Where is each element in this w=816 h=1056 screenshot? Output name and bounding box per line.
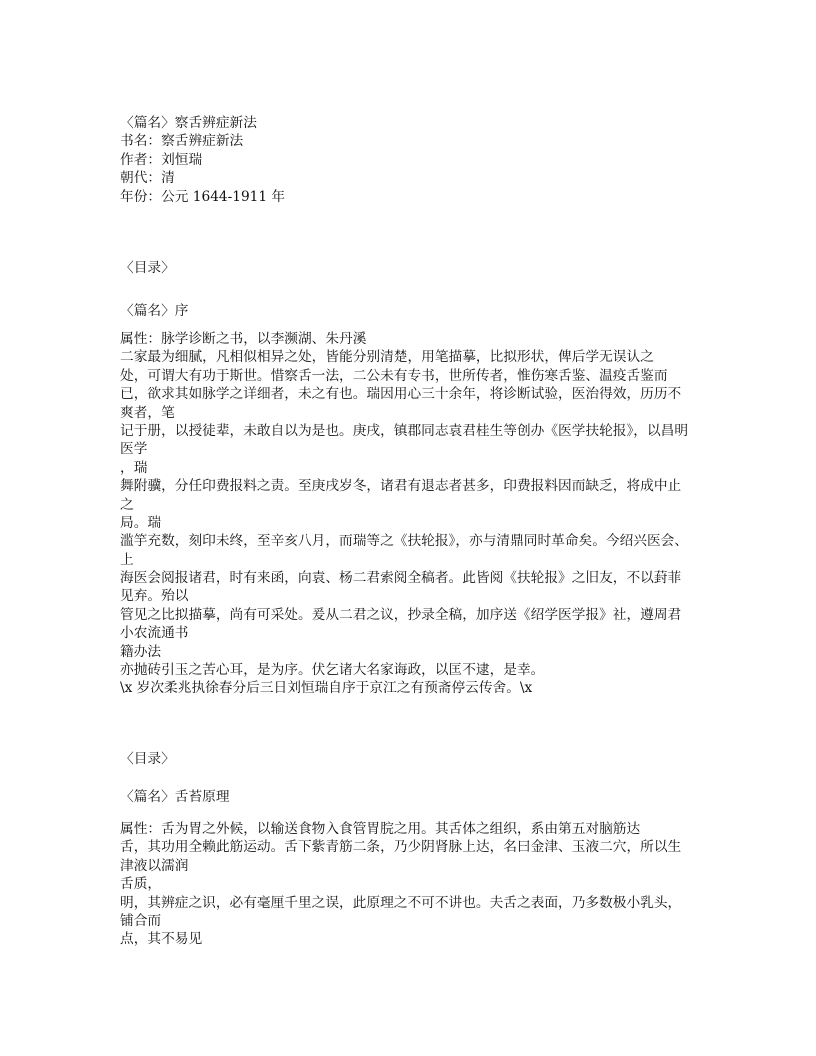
text-line: 作者：刘恒瑞 — [120, 151, 203, 168]
text-line: 属性：舌为胃之外候，以输送食物入食管胃脘之用。其舌体之组织，系由第五对脑筋达 — [120, 821, 641, 837]
text-line: 已，欲求其如脉学之详细者，未之有也。瑞因用心三十余年，将诊断试验，医治得效，历历不 — [120, 386, 682, 403]
text-line: 处，可谓大有功于斯世。惜察舌一法，二公未有专书，世所传者，惟伤寒舌鉴、温疫舌鉴而 — [120, 367, 668, 384]
text-line: 点，其不易见 — [120, 931, 203, 948]
text-line: 津液以濡润 — [120, 857, 189, 874]
text-line: 亦抛砖引玉之苦心耳，是为序。伏乞诸大名家诲政，以匡不逮，是幸。 — [120, 662, 545, 679]
text-line: 海医会阅报诸君，时有来函，向袁、杨二君索阅全稿者。此皆阅《扶轮报》之旧友，不以葑菲 — [120, 570, 682, 587]
toc-heading-1 — [120, 259, 720, 277]
text-line: 铺合而 — [120, 912, 162, 929]
text-line: 舌质， — [120, 876, 162, 893]
text-line: 舌，其功用全赖此筋运动。舌下紫青筋二条，乃少阴肾脉上达，名曰金津、玉液二穴，所以生 — [120, 839, 682, 856]
text-line: \x 岁次柔兆执徐春分后三日刘恒瑞自序于京江之有预斋停云传舍。\x — [120, 680, 533, 697]
text-line: 上 — [120, 551, 134, 568]
book-metadata — [120, 114, 720, 206]
preface-body — [120, 330, 720, 698]
chapter-title: 〈篇名〉序 — [120, 303, 189, 319]
text-line: 医学 — [120, 441, 148, 458]
chapter-title: 〈篇名〉舌苔原理 — [120, 789, 230, 805]
text-line: ，瑞 — [120, 459, 148, 476]
text-line: 二家最为细腻，凡相似相异之处，皆能分别清楚，用笔描摹，比拟形状，俾后学无误认之 — [120, 349, 654, 366]
tongue-principles-body — [120, 820, 720, 949]
text-line: 小农流通书 — [120, 625, 189, 642]
text-line: 之 — [120, 496, 134, 513]
toc-label: 〈目录〉 — [120, 751, 175, 767]
text-line: 明，其辨症之识，必有毫厘千里之误，此原理之不可不讲也。夫舌之表面，乃多数极小乳头， — [120, 894, 682, 911]
chapter-title-preface — [120, 302, 720, 320]
text-line: 朝代：清 — [120, 170, 175, 187]
text-line: 滥竽充数，刻印未终，至辛亥八月，而瑞等之《扶轮报》，亦与清鼎同时革命矣。今绍兴医会、 — [120, 533, 689, 550]
text-line: 管见之比拟描摹，尚有可采处。爰从二君之议，抄录全稿，加序送《绍学医学报》社，遵周君 — [120, 606, 682, 623]
text-line: 局。瑞 — [120, 514, 162, 531]
toc-heading-2 — [120, 750, 720, 768]
chapter-title-tongue-principles — [120, 788, 720, 806]
text-line: 书名：察舌辨症新法 — [120, 133, 244, 150]
text-line: 爽者，笔 — [120, 404, 175, 421]
text-line: 舞附骥，分任印费报料之责。至庚戌岁冬，诸君有退志者甚多，印费报料因而缺乏，将成中止 — [120, 478, 682, 495]
text-line: 属性：脉学诊断之书，以李濒湖、朱丹溪 — [120, 331, 367, 347]
text-line: 见弃。殆以 — [120, 588, 189, 605]
text-line: 籍办法 — [120, 643, 162, 660]
toc-label: 〈目录〉 — [120, 260, 175, 276]
text-line: 记于册，以授徒辈，未敢自以为是也。庚戌，镇郡同志袁君桂生等创办《医学扶轮报》，以昌明 — [120, 422, 689, 439]
text-line: 年份：公元 1644-1911 年 — [120, 188, 286, 205]
text-line: 〈篇名〉察舌辨症新法 — [120, 115, 257, 131]
